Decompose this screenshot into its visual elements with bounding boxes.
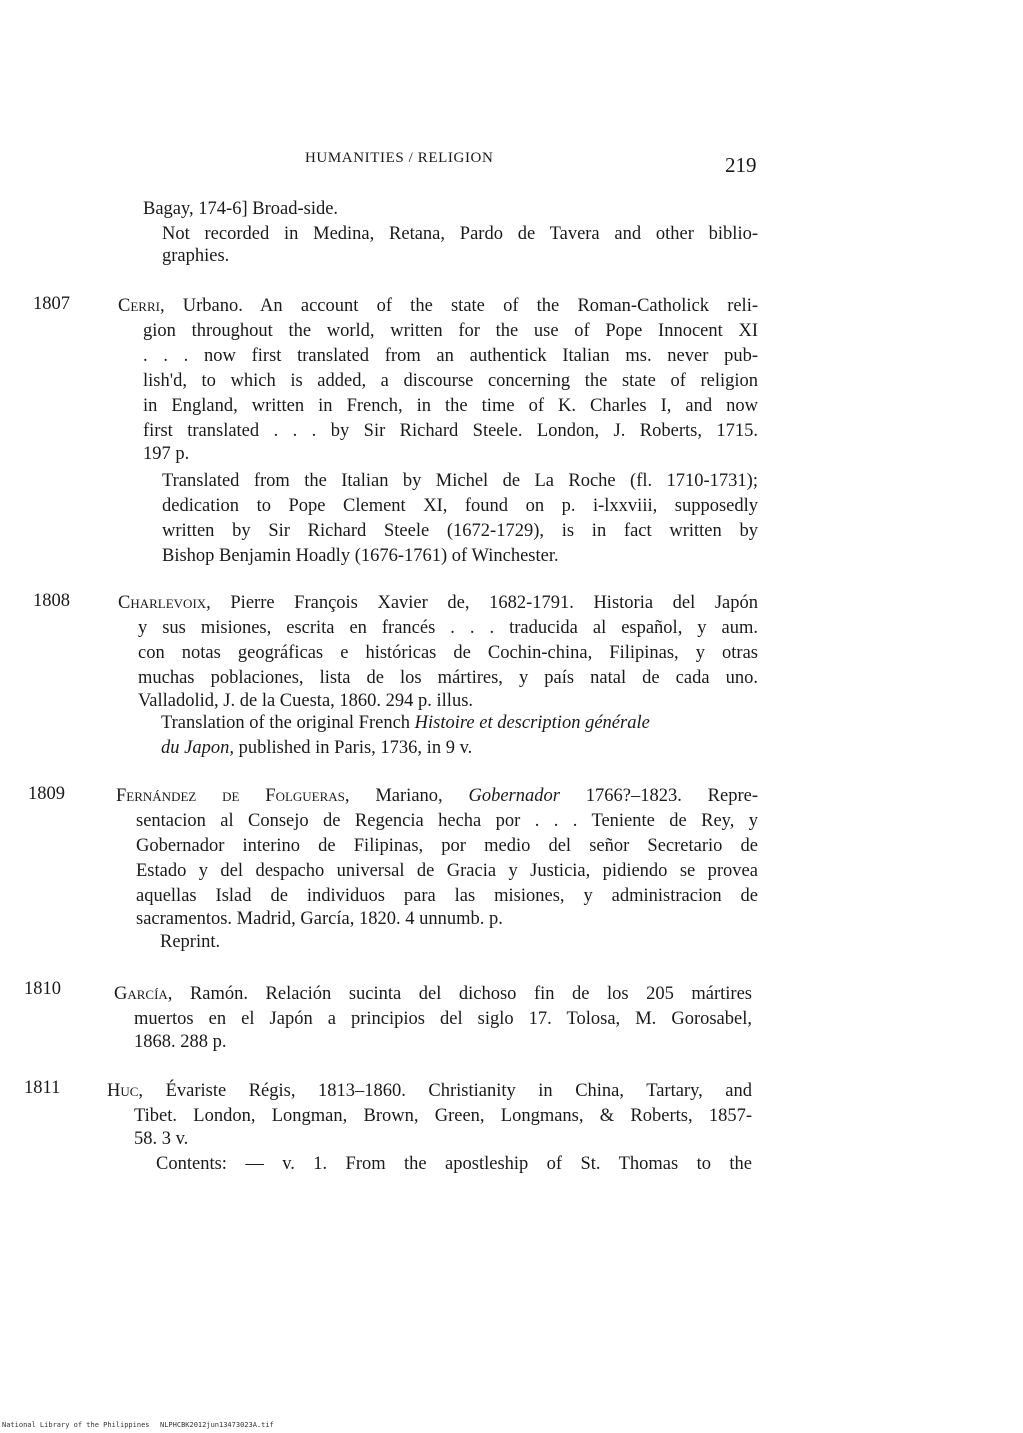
note-text: Translation of the original French xyxy=(161,713,411,733)
footer-library: National Library of the Philippines xyxy=(2,1421,150,1429)
entry-text: Pierre François Xavier de, 1682-1791. Historia del Japón xyxy=(230,593,758,613)
entry-line: 197 p. xyxy=(143,444,190,464)
entry-text: Urbano. An account of the state of the Roman-Catholick reli- xyxy=(182,296,759,316)
running-head: HUMANITIES / RELIGION xyxy=(305,150,494,166)
note-line: Reprint. xyxy=(160,932,221,952)
title-italic: Histoire et description générale xyxy=(414,713,650,733)
page-number: 219 xyxy=(725,153,757,177)
title-italic: du Japon, xyxy=(161,738,234,758)
entry-text: 1766?–1823. Repre- xyxy=(585,786,759,806)
entry-number: 1808 xyxy=(33,591,70,611)
entry-line xyxy=(118,295,758,317)
note-line: Not recorded in Medina, Retana, Pardo de Tavera and other biblio- xyxy=(162,224,758,244)
entry-number: 1810 xyxy=(24,979,61,999)
entry-line: muertos en el Japón a principios del siglo 17. Tolosa, M. Gorosabel, xyxy=(134,1009,752,1029)
footer-filename: NLPHCBK2012jun13473023A.tif xyxy=(160,1421,274,1429)
entry-line: sentacion al Consejo de Regencia hecha por . . . Teniente de Rey, y xyxy=(136,811,758,831)
entry-line: aquellas Islad de individuos para las misiones, y administracion de xyxy=(136,886,758,906)
entry-line xyxy=(118,592,758,614)
note-line: written by Sir Richard Steele (1672-1729), is in fact written by xyxy=(162,521,758,541)
entry-line: Gobernador interino de Filipinas, por medio del señor Secretario de xyxy=(136,836,758,856)
note-line: dedication to Pope Clement XI, found on p. i-lxxviii, supposedly xyxy=(162,496,758,516)
entry-text: Évariste Régis, 1813–1860. Christianity in China, Tartary, and xyxy=(165,1081,753,1101)
entry-line: con notas geográficas e históricas de Cochin-china, Filipinas, y otras xyxy=(138,643,758,663)
entry-line: Bagay, 174-6] Broad-side. xyxy=(143,199,339,219)
note-line: Translated from the Italian by Michel de La Roche (fl. 1710-1731); xyxy=(162,471,758,491)
entry-line xyxy=(114,983,752,1005)
author-name: Cerri, xyxy=(118,296,165,316)
note-line xyxy=(161,712,650,734)
entry-line xyxy=(116,785,758,807)
entry-line: Valladolid, J. de la Cuesta, 1860. 294 p. illus. xyxy=(138,691,474,711)
entry-line: Estado y del despacho universal de Gracia y Justicia, pidiendo se provea xyxy=(136,861,758,881)
entry-line: 58. 3 v. xyxy=(134,1129,189,1149)
entry-number: 1807 xyxy=(33,294,70,314)
title-italic: Gobernador xyxy=(468,786,560,806)
note-line xyxy=(161,737,472,759)
author-name: Fernández de Folgueras, xyxy=(116,786,350,806)
entry-number: 1811 xyxy=(24,1078,61,1098)
entry-line: sacramentos. Madrid, García, 1820. 4 unnumb. p. xyxy=(136,909,503,929)
entry-text: Mariano, xyxy=(375,786,443,806)
note-line: Contents: — v. 1. From the apostleship of St. Thomas to the xyxy=(156,1154,752,1174)
entry-line: gion throughout the world, written for the use of Pope Innocent XI xyxy=(143,321,758,341)
entry-line: Tibet. London, Longman, Brown, Green, Longmans, & Roberts, 1857- xyxy=(134,1106,752,1126)
entry-line xyxy=(107,1080,752,1102)
entry-text: Ramón. Relación sucinta del dichoso fin de los 205 mártires xyxy=(189,984,753,1004)
entry-line: in England, written in French, in the time of K. Charles I, and now xyxy=(143,396,758,416)
entry-line: . . . now first translated from an authentick Italian ms. never pub- xyxy=(143,346,758,366)
author-name: García, xyxy=(114,984,173,1004)
note-line: Bishop Benjamin Hoadly (1676-1761) of Winchester. xyxy=(162,546,559,566)
entry-number: 1809 xyxy=(28,784,65,804)
entry-line: first translated . . . by Sir Richard Steele. London, J. Roberts, 1715. xyxy=(143,421,758,441)
note-text: published in Paris, 1736, in 9 v. xyxy=(238,738,473,758)
author-name: Huc, xyxy=(107,1081,144,1101)
entry-line: muchas poblaciones, lista de los mártires, y país natal de cada uno. xyxy=(138,668,758,688)
entry-line: lish'd, to which is added, a discourse concerning the state of religion xyxy=(143,371,758,391)
note-line: graphies. xyxy=(162,246,230,266)
author-name: Charlevoix, xyxy=(118,593,211,613)
entry-line: y sus misiones, escrita en francés . . . traducida al español, y aum. xyxy=(138,618,758,638)
entry-line: 1868. 288 p. xyxy=(134,1032,227,1052)
